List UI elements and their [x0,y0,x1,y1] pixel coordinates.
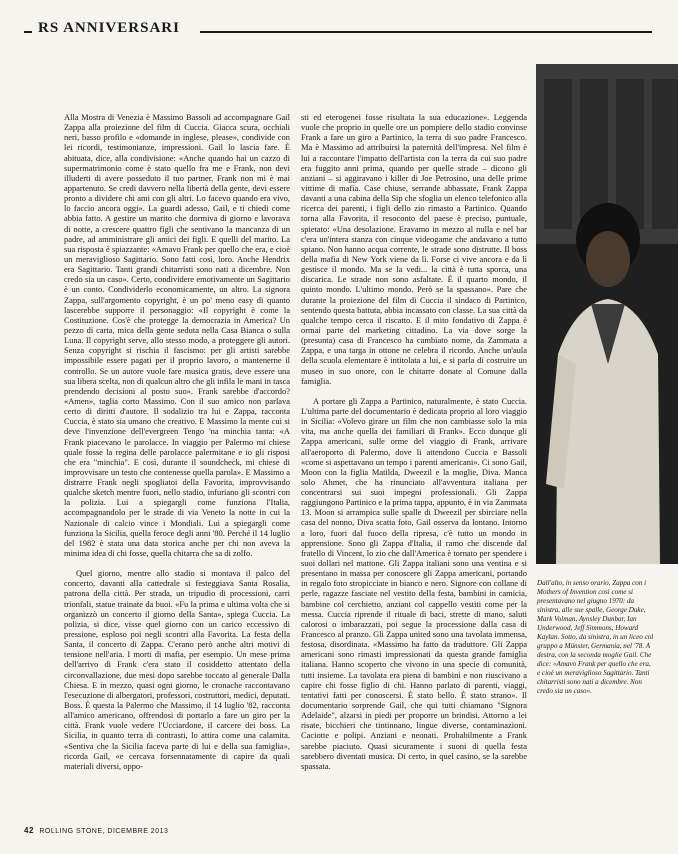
photo-zappa-portrait [536,64,678,564]
header-rule-right [200,31,652,33]
page-number: 42 [24,826,34,835]
header-rule-left [24,31,32,33]
paragraph: Alla Mostra di Venezia è Massimo Bassoli ad accompagnare Gail Zappa alla proiezione del film di Cuccia. Giacca scura, occhiali neri, basso profilo e «domande in inglese, please», condivide con lei ricordi, testimonianze, impressioni. Gail lo lascia fare. È abituata, dice, alla condivisione: «Anche quando hai un cazzo di supermatrimonio come è stato quello fra me e Frank, non devi illuderti di avere posseduto il tuo partner. Frank non mi è mai appartenuto. Se credi davvero nella libertà della gente, devi essere pronto a dividere chi ami con gli altri. Lo facevo quando era vivo, lo faccio ancora oggi». La guardi adesso, Gail, e ti chiedi come abbia fatto. A gestire un marito che dormiva di giorno e lavorava di notte, a crescere quattro figli che sentivano la mancanza di un padre, ad amministrare gli amici dei figli. E quelli del marito. La sua risposta è spiazzante: «Amavo Frank per quello che era, e cioè un meraviglioso Sagittario. Sono fatti così, loro. Anche Hendrix era Sagittario. Tanti grandi chitarristi sono nati a dicembre. Non credo sia un caso». Certo, condividere emotivamente un Sagittario è un conto. Condividerlo economicamente, un altro. La signora Zappa, sull'argomento copyright, è un po' meno easy di quanto lascerebbe supporre il personaggio: «Il copyright è come la Costituzione. Cos'è che protegge la democrazia in America? Un pezzo di carta, mica della gente seduta nella Casa Bianca o sulla Luna. Il copyright serve, allo stesso modo, a proteggere gli autori. Senza copyright si rischia il fascismo: per gli artisti sarebbe impossibile essere pagati per il proprio lavoro, o mantenerne il controllo. Se un autore vuole fare musica gratis, deve essere una sua libera scelta, non di qualcun altro che gli infila le mani in tasca prendendo decisioni al posto suo». Frank sarebbe d'accordo? «Amen», taglia corto Massimo. Con il suo amico non parlava certo di diritti d'autore. Il sodalizio tra lui e Zappa, racconta Cuccia, è stato sia umano che creativo. E Massimo la mente cui si deve l'invenzione dell'evergreen Tengo 'na minchia tanta: «A Frank piacevano le parolacce. In viaggio per Palermo mi chiese quale fosse la regina delle parolacce palermitane e io gli risposi che era "minchia". E così, durante il soundcheck, mi chiese di improvvisare un testo che contenesse quella parola». E Massimo a distrarre Frank negli spogliatoi della Favorita, improvvisando qualche sketch mentre fuori, nello stadio, infuriano gli scontri con la polizia. Lui a spiegargli come funziona l'Italia, accompagnandolo per le strade di via Veneto la notte in cui la Nazionale di calcio vince i Mondiali. Lui a spiegargli come funziona la Sicilia, quella feroce degli anni '80. Perché il 14 luglio del 1982 è stata una data storica anche per chi non aveva la minima idea di chi fosse, quella chitarra che sa di zolfo. [64,112,290,559]
paragraph: A portare gli Zappa a Partinico, naturalmente, è stato Cuccia. L'ultima parte del documentario è dedicata proprio al loro viaggio in Sicilia: «Volevo girare un film che non cambiasse solo la mia vita, ma anche quella dei familiari di Frank». Ecco dunque gli Zappa americani, sulle orme del viaggio di Frank, arrivare all'aeroporto di Palermo, dove li attendono Cuccia e Bassoli «come si aspettavano un tempo i parenti americani». Ci sono Gail, Moon con la figlia Matilda, Dweezil e la moglie, Diva. Manca solo Ahmet, che ha rinunciato all'avventura italiana per concentrarsi sui suoi impegni professionali. Gli Zappa raggiungono Partinico e la prima tappa, appunto, è in via Zammata 13. Moon si arrampica sulle spalle di Dweezil per sbirciare nella casa del nonno, Diva scatta foto, Gail osserva da lontano. Intorno a loro, fuori dal fuoco della ripresa, c'è tutto un mondo in apprensione. Sono gli Zappa d'Italia, il ramo che discende dal fratello di Vincent, lo zio che dall'America è tornato per spendere i suoi dollari nel mattone. Gli Zappa italiani sono una ventina e si presentano in massa per conoscere gli Zappa americani, portando in regalo foto stropicciate in bianco e nero. Signore con collane di perle, ragazze fasciate nel vestito della festa, bambini in camicia, bambine col cerchietto, anziani col cappello vestiti come per la messa. Cuccia riprende il rituale di baci, strette di mano, saluti calorosi o imbarazzati, poi segue la processione dalla casa di Francesco al pranzo. Gli Zappa united sono una tavolata immensa, festosa, disordinata. «Massimo ha fatto da traduttore. Gli Zappa americani sono rimasti impressionati da questa grande famiglia italiana. Hanno scoperto che vivono in una specie di comunità, tutti insieme. La tavolata era piena di bambini e non riuscivano a capire chi fosse figlio di chi. Hanno parlato di parenti, viaggi, tentativi fatti per conoscersi. È stato bello. È stato strano». Il documentario sorprende Gail, che qui tutti chiamano "Signora Adelaide", alzarsi in piedi per proporre un brindisi. Attorno a lei risate, bicchieri che tintinnano, lingue diverse, contaminazioni. Caciotte e polipi. Anziani e neonati. Probabilmente a Frank sarebbe piaciuto. Quasi sicuramente i suoni di quella festa sarebbero diventati musica. Di certo, in quel casino, se la sarebbe spassata. [301,395,527,771]
photo-illustration [536,64,678,564]
page-footer [24,826,168,835]
article-column-2 [301,112,527,771]
article-column-1 [64,112,290,771]
photo-caption: Dall'alto, in senso orario, Zappa con i Mothers of Invention così come si presentavano nel giugno 1970: da sinistra, alle sue spalle, George Duke, Mark Volman, Aynsley Dunbar, Ian Underwood, Jeff Simmons, Howard Kaylan. Sotto, da sinistra, in un liceo col gruppo a Münster, Germania, nel '78. A destra, con la seconda moglie Gail. Che dice: «Amavo Frank per quello che era, e cioè un meraviglioso Sagittario. Tanti chitarristi sono nati a dicembre. Non credo sia un caso». [537,579,654,695]
section-title: RS ANNIVERSARI [38,20,180,36]
footer-publication: ROLLING STONE, DICEMBRE 2013 [39,828,169,835]
paragraph: Quel giorno, mentre allo stadio si montava il palco del concerto, davanti alla cattedrale si festeggiava Santa Rosalia, patrona della città. Per strada, un tripudio di processioni, carri trionfali, statue trainate da buoi. «Fu la prima e ultima volta che si organizzò un concerto il giorno della Santa», spiega Cuccia. La polizia, si dice, visse quel giorno con un carico eccessivo di pressione, esploso poi negli scontri alla Favorita. La festa della Santa, il concerto di Zappa. C'erano però anche altri motivi di tensione nell'aria. I morti di mafia, per esempio. Un mese prima dell'arrivo di Frank c'era stato il cosiddetto attentato della circonvallazione, due mesi dopo sarebbe toccato al generale Dalla Chiesa. E in mezzo, quasi ogni giorno, le cronache raccontavano l'esecuzione di albergatori, professori, costruttori, medici, deputati. Boss. È questa la Palermo che Massimo, il 14 luglio '82, racconta all'amico americano, offrendosi di portarlo a fare un giro per la città. Frank vuole vedere l'Ucciardone, il carcere dei boss. La Sicilia, in quanto terra di contrasti, lo attira come una calamita. «Sentiva che la Sicilia faceva parte di lui e della sua famiglia», ricorda Gail, «e cercava forsennatamente di capire da quali materiali diversi, oppo- [64,568,290,771]
paragraph: sti ed eterogenei fosse risultata la sua educazione». Leggenda vuole che proprio in quelle ore un pompiere dello stadio convinse Frank a fare un giro a Partinico, la terra di suo padre Francesco. Ma è Massimo ad attribuirsi la paternità dell'impresa. Nel film è lui a raccontare l'impatto dell'artista con la terra da cui suo padre era fuggito anni prima, quando per quelle strade – dicono gli anziani – si aggiravano i killer di Joe Petrosino, una delle prime vittime di mafia. Case chiuse, serrande abbassate, Frank Zappa davanti a una cabina della Sip che sfoglia un elenco telefonico alla ricerca dei parenti, i figli dello zio rimasto a Partinico. Quando torna alla Favorita, il resoconto del paese è preciso, puntuale, spietato: «Una desolazione. Eravamo in mezzo al nulla e nel bar c'era un'intera stanza con cinque videogame che andavano a tutto spiano. Non hanno acqua corrente, le strade sono distrutte. Il boss della mafia di New York viene da lì. Forse ci vive ancora e da lì gestisce il mondo. Ma se la vedi... la città è tutta sporca, una discarica. Le strade non sono asfaltate. È il quarto mondo, il quinto mondo. L'ultimo mondo. Però se la spassano». Pare che durante la proiezione del film di Cuccia il sindaco di Partinico, sentendo questa battuta, abbia incassato con classe. La sua città da qualche tempo cerca il riscatto. E il mito fondativo di Zappa è ormai parte del marketing cittadino. La via dove sorge la (presunta) casa di Francesco ha cambiato nome, da Zammata a Zappa, e una targa in ottone ne celebra il ricordo. Anche un'aula della scuola elementare è intitolata a lui, e si parla di costruire un museo in suo onore, con le chitarre donate al Comune dalla famiglia. [301,112,527,386]
